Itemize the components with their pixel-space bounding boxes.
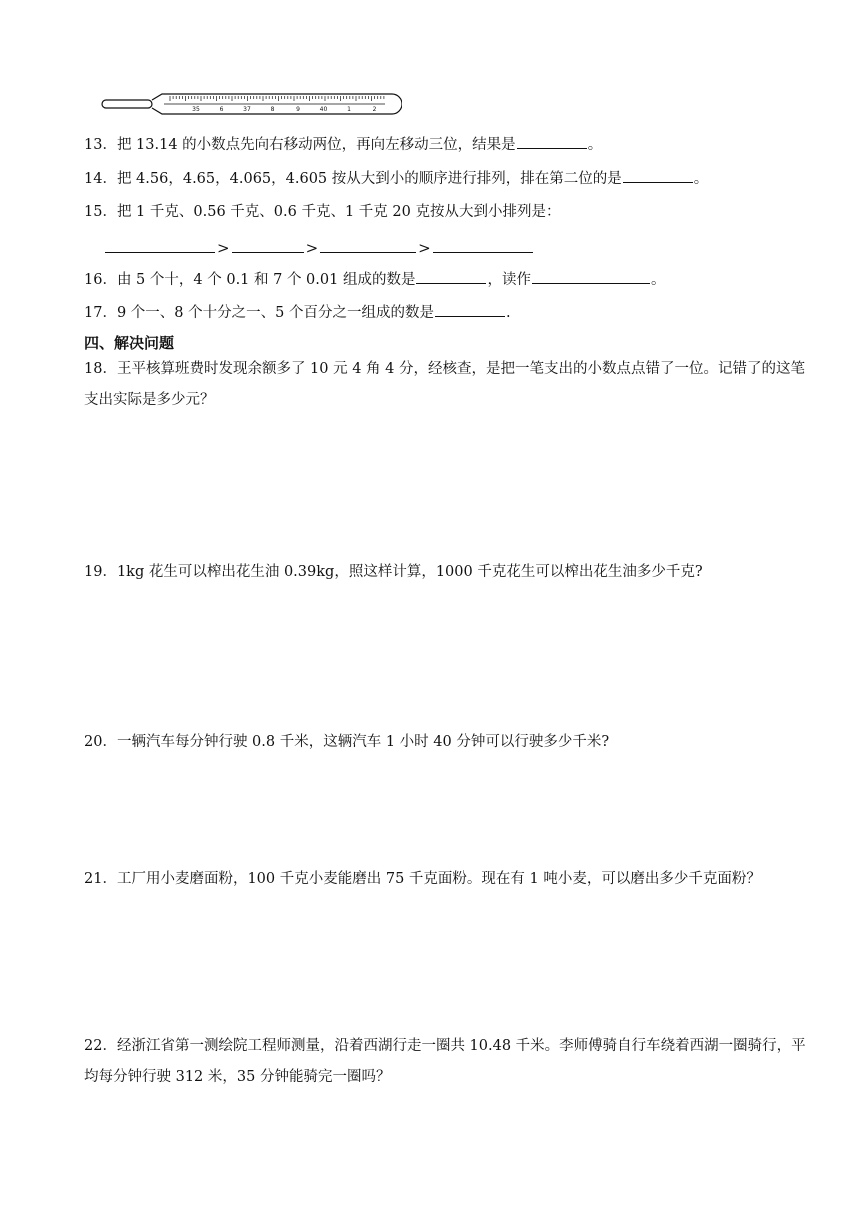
thermometer-tick-label: 2 (372, 106, 377, 113)
q16-reading-blank[interactable] (532, 269, 650, 284)
q15-blank-1[interactable] (105, 238, 215, 253)
q13-text-end: 。 (587, 137, 603, 153)
thermometer-tick-label: 9 (296, 106, 300, 113)
q14-answer-blank[interactable] (623, 168, 693, 183)
greater-than-sign: > (217, 239, 230, 257)
q16-number-blank[interactable] (416, 269, 486, 284)
thermometer-tick-label: 8 (270, 106, 275, 113)
q17-text-end: . (505, 305, 511, 321)
question-16 (84, 265, 810, 295)
question-19: 19．1kg 花生可以榨出花生油 0.39kg，照这样计算，1000 千克花生可以榨出花生油多少千克? (84, 564, 703, 580)
thermometer-tick-label: 1 (347, 106, 351, 113)
question-20: 20．一辆汽车每分钟行驶 0.8 千米，这辆汽车 1 小时 40 分钟可以行驶多少千米? (84, 734, 610, 750)
q17-text: 17．9 个一、8 个十分之一、5 个百分之一组成的数是 (84, 305, 434, 321)
thermometer-tick-label: 35 (192, 106, 200, 113)
q16-text-mid: ，读作 (487, 272, 531, 288)
q15-text: 15．把 1 千克、0.56 千克、0.6 千克、1 千克 20 克按从大到小排列是： (84, 204, 561, 220)
thermometer-illustration (100, 90, 402, 120)
thermometer-tick-label: 37 (243, 106, 251, 113)
question-22: 22．经浙江省第一测绘院工程师测量，沿着西湖行走一圈共 10.48 千米。李师傅骑自行车绕着西湖一圈骑行，平均每分钟行驶 312 米，35 分钟能骑完一圈吗？ (84, 1038, 806, 1085)
q14-text-end: 。 (693, 171, 709, 187)
q17-answer-blank[interactable] (435, 302, 505, 317)
thermometer-tick-label: 40 (319, 106, 328, 113)
question-17 (84, 298, 810, 328)
section-heading: 四、解决问题 (84, 334, 175, 352)
q14-text: 14．把 4.56，4.65，4.065，4.605 按从大到小的顺序进行排列，排在第二位的是 (84, 171, 622, 187)
q13-text: 13．把 13.14 的小数点先向右移动两位，再向左移动三位，结果是 (84, 137, 516, 153)
thermometer-tick-label: 6 (219, 106, 224, 113)
question-14 (84, 164, 810, 194)
question-18: 18．王平核算班费时发现余额多了 10 元 4 角 4 分，经核查，是把一笔支出的小数点点错了一位。记错了的这笔支出实际是多少元？ (84, 361, 806, 408)
q15-blank-4[interactable] (433, 238, 533, 253)
question-15 (84, 197, 810, 227)
q15-order-line (104, 236, 534, 260)
q13-answer-blank[interactable] (517, 134, 587, 149)
question-13 (84, 130, 810, 160)
q15-blank-2[interactable] (232, 238, 304, 253)
q16-text: 16．由 5 个十，4 个 0.1 和 7 个 0.01 组成的数是 (84, 272, 416, 288)
greater-than-sign: > (418, 239, 431, 257)
question-21: 21．工厂用小麦磨面粉，100 千克小麦能磨出 75 千克面粉。现在有 1 吨小麦，可以磨出多少千克面粉？ (84, 871, 761, 887)
q16-text-end: 。 (650, 272, 666, 288)
q15-blank-3[interactable] (320, 238, 416, 253)
greater-than-sign: > (305, 239, 319, 257)
